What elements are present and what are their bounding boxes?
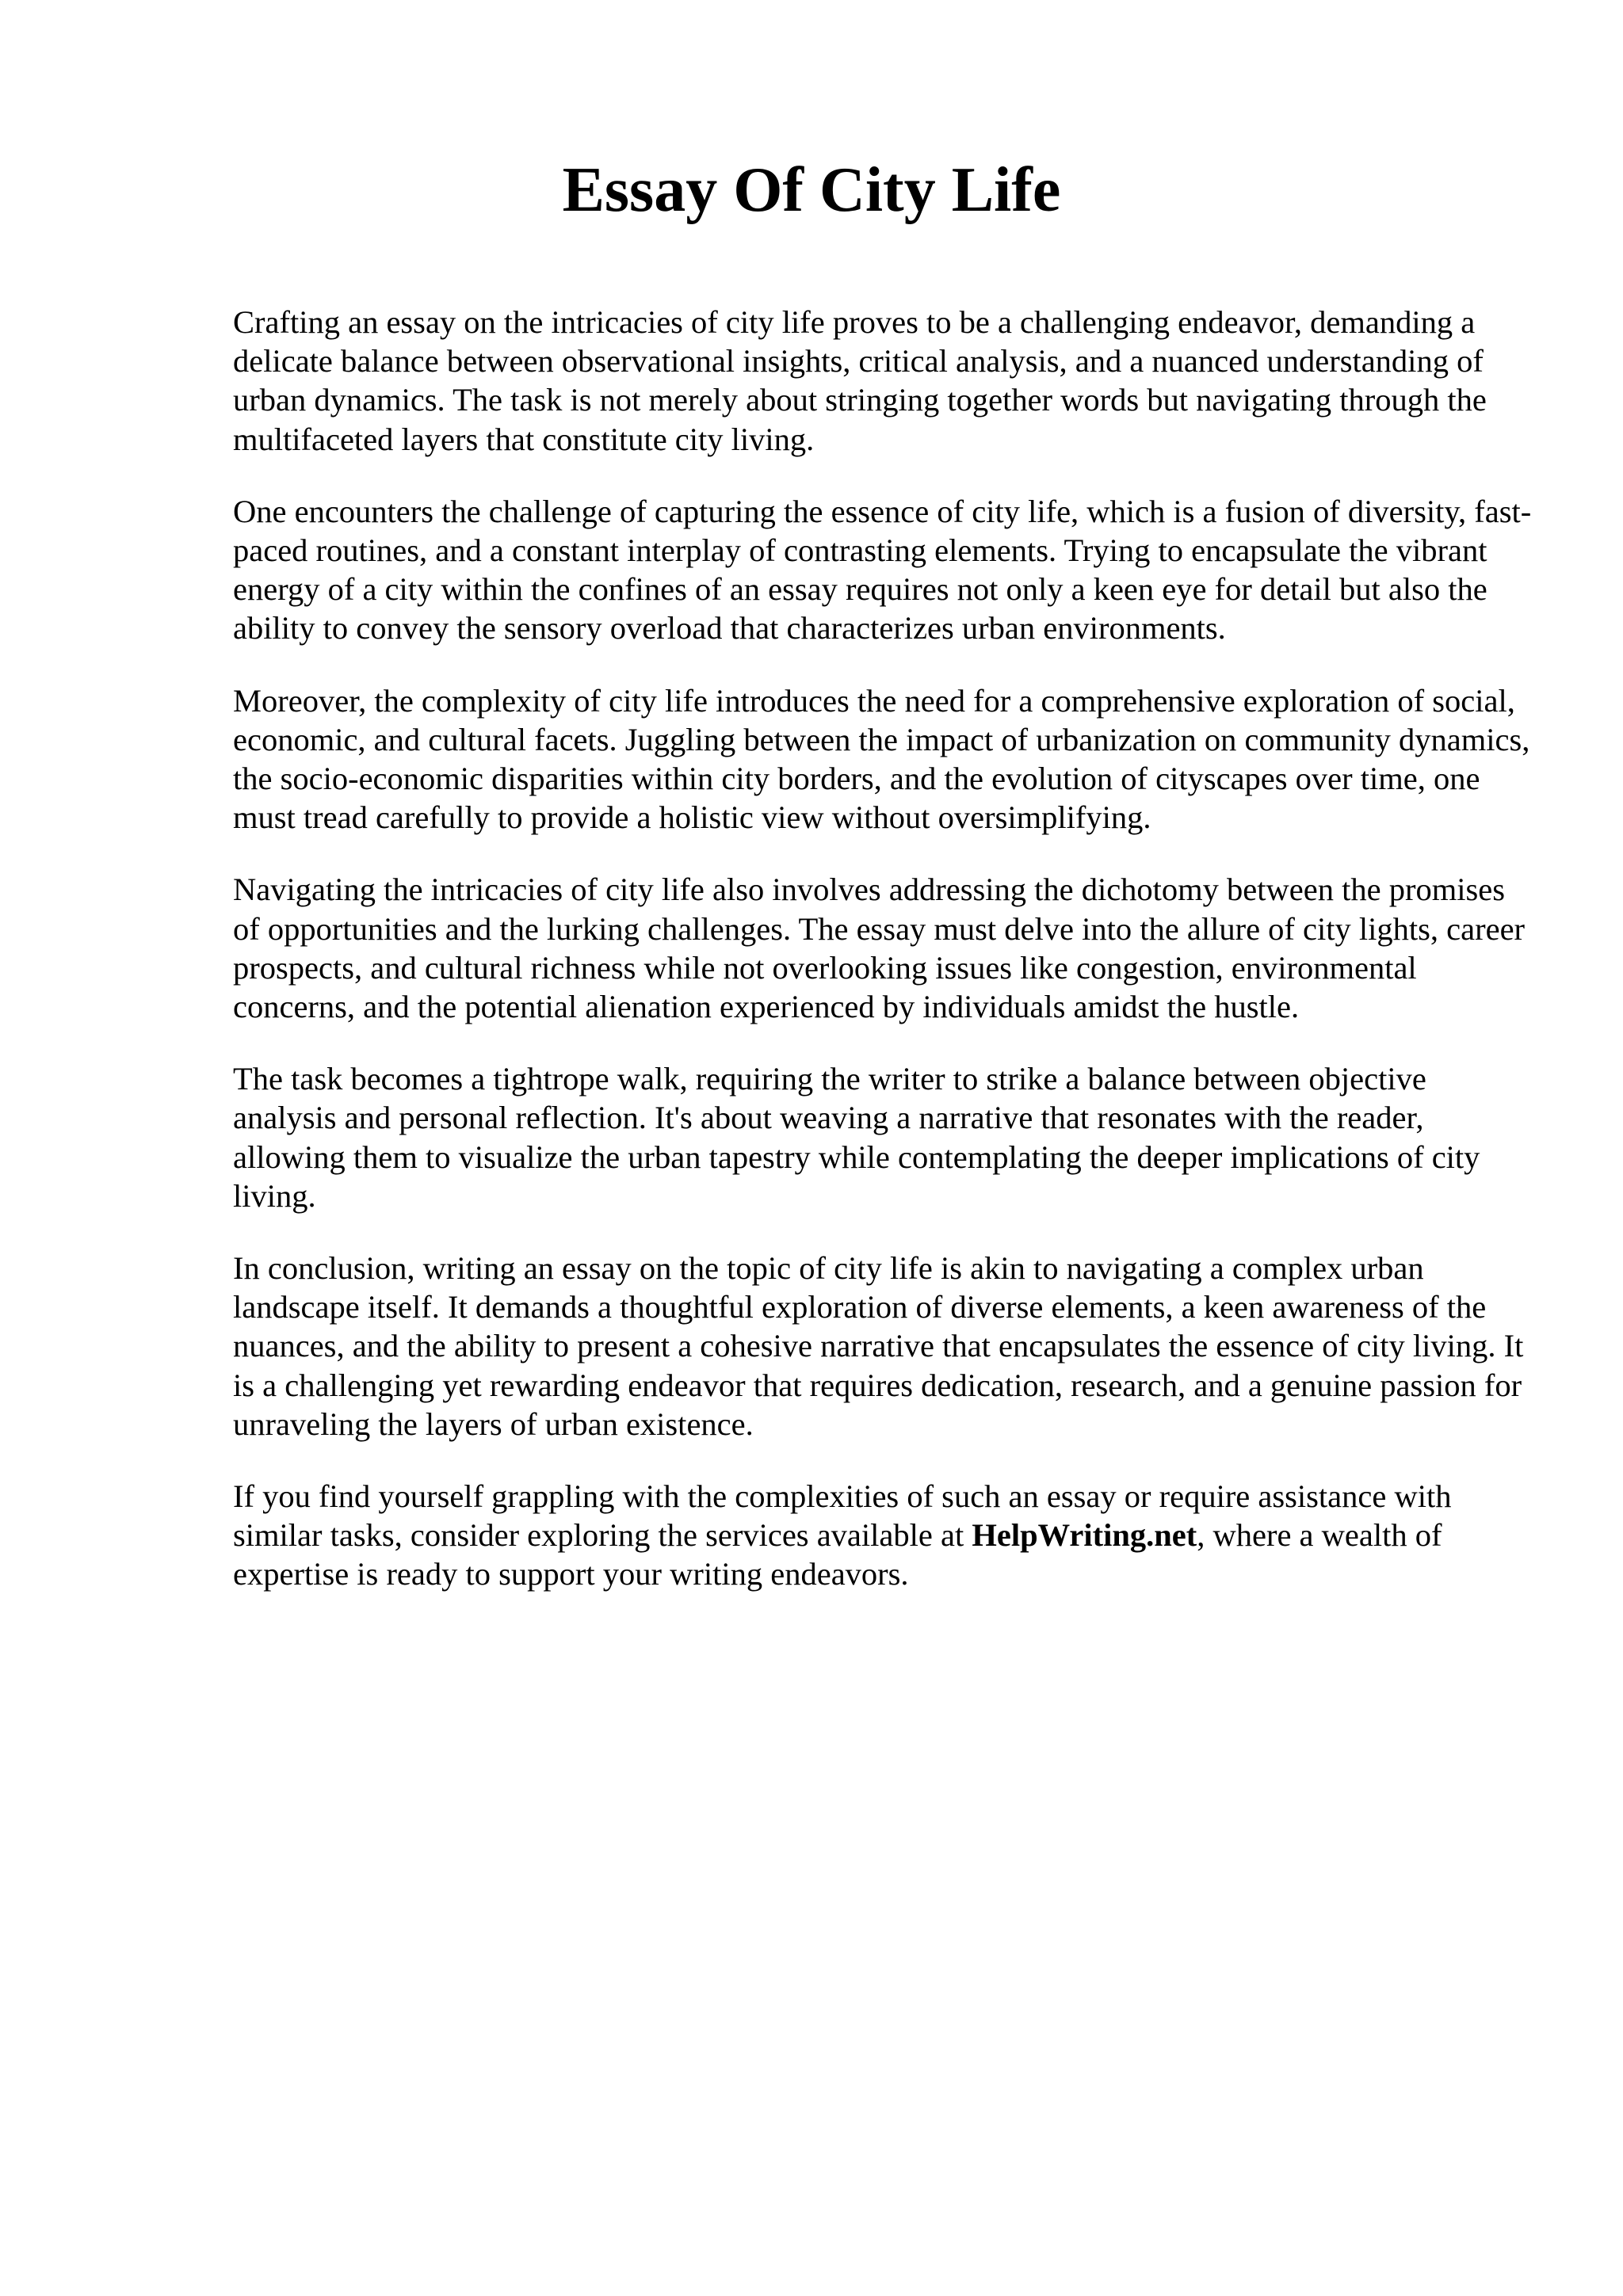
paragraph-2: One encounters the challenge of capturing the essence of city life, which is a fusion of diversity, fast-paced routines, and a constant interplay of contrasting elements. Trying to encapsulate the vibrant energy of a city within the confines of an essay requires not only a keen eye for detail but also the ability to convey the sensory overload that characterizes urban environments. [233,493,1532,646]
paragraph-3: Moreover, the complexity of city life introduces the need for a comprehensive exploration of social, economic, and cultural facets. Juggling between the impact of urbanization on community dynamics, the socio-economic disparities within city borders, and the evolution of cityscapes over time, one must tread carefully to provide a holistic view without oversimplifying. [233,682,1530,836]
closing-text-end: , where a wealth of expertise is ready to support your writing endeavors. [233,1517,1442,1592]
helpwriting-link[interactable]: HelpWriting.net [972,1517,1197,1554]
closing-paragraph [233,1477,1533,1594]
closing-text-start: If you find yourself grappling with the complexities of such an essay or require assistance with similar tasks, consider exploring the services available at [233,1478,1452,1554]
paragraph-1: Crafting an essay on the intricacies of city life proves to be a challenging endeavor, demanding a delicate balance between observational insights, critical analysis, and a nuanced understanding of urban dynamics. The task is not merely about stringing together words but navigating through the multifaceted layers that constitute city living. [233,304,1487,457]
paragraph-6: In conclusion, writing an essay on the topic of city life is akin to navigating a complex urban landscape itself. It demands a thoughtful exploration of diverse elements, a keen awareness of the nuances, and the ability to present a cohesive narrative that encapsulates the essence of city living. It is a challenging yet rewarding endeavor that requires dedication, research, and a genuine passion for unraveling the layers of urban existence. [233,1250,1524,1442]
paragraph-5: The task becomes a tightrope walk, requiring the writer to strike a balance between objective analysis and personal reflection. It's about weaving a narrative that resonates with the reader, allowing them to visualize the urban tapestry while contemplating the deeper implications of city living. [233,1061,1480,1214]
paragraph-4: Navigating the intricacies of city life also involves addressing the dichotomy between the promises of opportunities and the lurking challenges. The essay must delve into the allure of city lights, career prospects, and cultural richness while not overlooking issues like congestion, environmental concerns, and the potential alienation experienced by individuals amidst the hustle. [233,871,1526,1025]
document-title: Essay Of City Life [562,155,1061,225]
essay-body [233,303,1533,1627]
